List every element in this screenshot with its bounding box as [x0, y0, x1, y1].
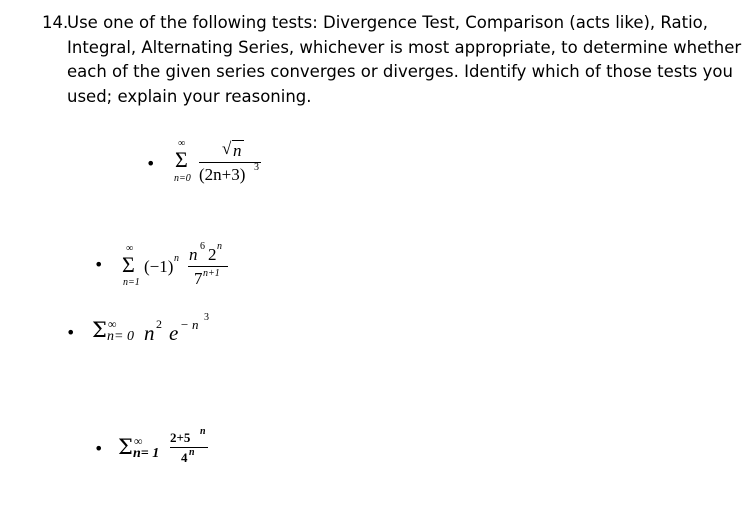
- series-2-numerator-exponent-2: n: [217, 241, 222, 252]
- bullet-4: •: [94, 439, 104, 458]
- series-4-numerator: 2+5: [170, 430, 191, 445]
- series-3-exp-base: e: [169, 321, 179, 345]
- problem-text: [67, 11, 742, 109]
- bullet-2: •: [94, 255, 104, 274]
- series-2-upper-limit: ∞: [126, 243, 134, 254]
- series-1-sum-symbol: Σ: [175, 147, 188, 172]
- series-3-term-exponent: 2: [156, 317, 162, 331]
- series-1-numerator: n: [233, 141, 242, 160]
- problem-line-2: Integral, Alternating Series, whichever is most appropriate, to determine whether: [67, 37, 742, 57]
- series-3-sum-symbol: Σ: [92, 318, 107, 342]
- series-1-upper-limit: ∞: [178, 138, 186, 149]
- series-4-upper-limit: ∞: [134, 434, 143, 448]
- series-1-fraction-bar: [199, 162, 261, 163]
- series-3-lower-limit: n= 0: [107, 329, 134, 344]
- series-4-lower-limit: n= 1: [133, 446, 160, 461]
- series-4-numerator-exponent: n: [200, 426, 206, 437]
- series-1-expression: [170, 138, 280, 193]
- series-3-expression: [92, 312, 232, 347]
- problem-line-4: used; explain your reasoning.: [67, 86, 312, 106]
- series-3-exp-power-exponent: 3: [204, 312, 209, 323]
- problem-line-1: Use one of the following tests: Divergence Test, Comparison (acts like), Ratio,: [67, 13, 709, 32]
- series-2-numerator-base-2: 2: [208, 245, 217, 264]
- series-2-sum-symbol: Σ: [122, 252, 135, 277]
- series-1-denominator: (2n+3): [199, 165, 246, 184]
- series-3-term-base: n: [144, 321, 155, 345]
- series-3-exp-power: − n: [180, 317, 199, 332]
- series-2-factor: (−1): [144, 257, 174, 276]
- series-4-denominator-exponent: n: [189, 447, 195, 458]
- series-3-upper-limit: ∞: [108, 317, 117, 331]
- problem-number: 14.: [42, 13, 69, 32]
- series-2-denominator-base: 7: [194, 269, 203, 288]
- series-2-factor-exponent: n: [174, 253, 179, 264]
- series-2-denominator-exponent: n+1: [203, 268, 220, 279]
- series-2-numerator-base-1: n: [189, 245, 198, 264]
- series-1-radical: √: [222, 139, 232, 158]
- series-4-sum-symbol: Σ: [118, 435, 133, 459]
- series-2-numerator-exponent-1: 6: [200, 241, 205, 252]
- series-2-lower-limit: n=1: [123, 277, 140, 288]
- bullet-3: •: [66, 323, 76, 342]
- series-1-lower-limit: n=0: [174, 173, 191, 184]
- series-1-denominator-exponent: 3: [254, 162, 259, 173]
- problem-line-3: each of the given series converges or diverges. Identify which of those tests you: [67, 62, 733, 81]
- series-4-expression: [118, 425, 228, 467]
- series-2-fraction-bar: [188, 266, 228, 267]
- bullet-1: •: [146, 154, 156, 173]
- series-2-expression: [118, 239, 238, 294]
- series-4-denominator: 4: [181, 450, 188, 465]
- problem-statement: [42, 11, 742, 109]
